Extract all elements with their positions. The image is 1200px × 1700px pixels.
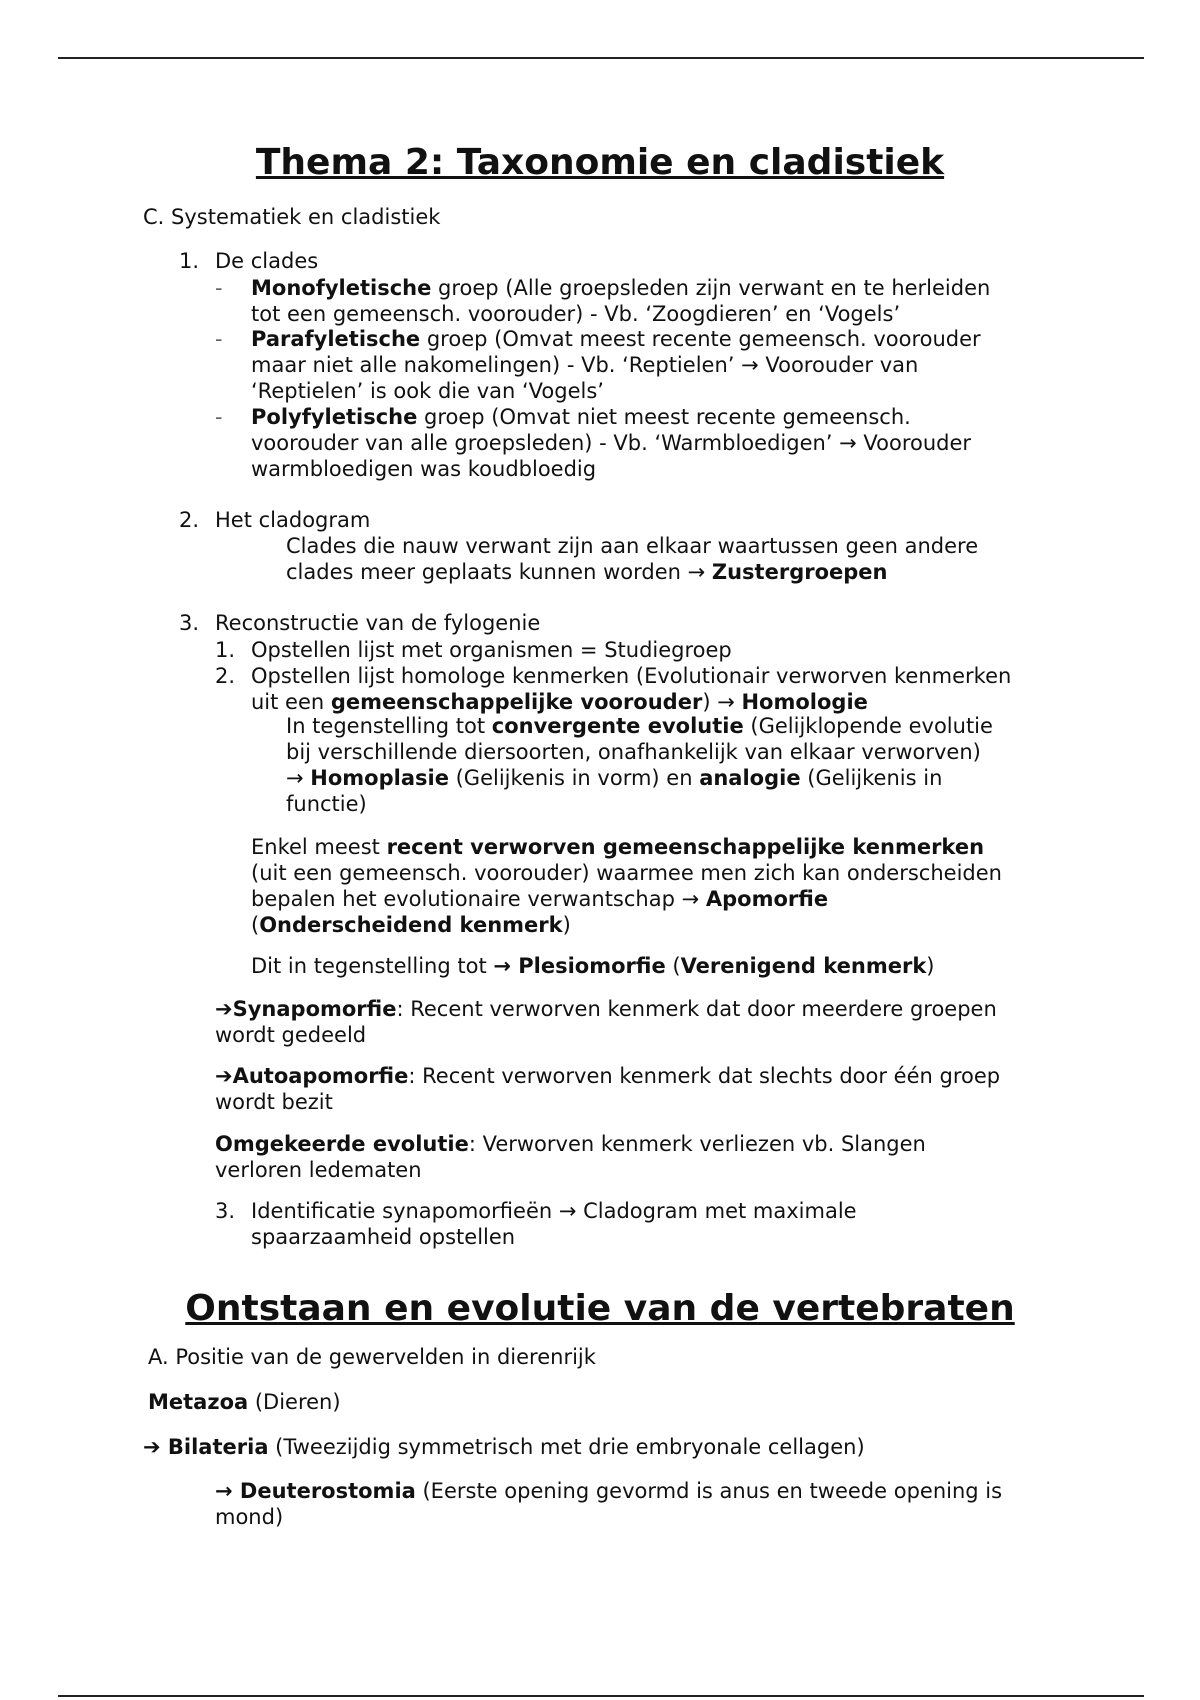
section-c-heading: C. Systematiek en cladistiek: [143, 205, 441, 229]
term-plesiomorfie: → Plesiomorfie: [493, 954, 666, 978]
sub-item-1: 1. Opstellen lijst met organismen = Studiegroep: [215, 638, 732, 662]
term-deuterostomia: → Deuterostomia: [215, 1479, 416, 1503]
list-label: Het cladogram: [215, 508, 371, 532]
list-number: 3.: [215, 1199, 236, 1223]
list-number: 2.: [179, 508, 200, 532]
top-rule: [58, 57, 1144, 59]
list-item-3: [179, 610, 540, 636]
deuterostomia-paragraph: → Deuterostomia (Eerste opening gevormd is anus en tweede opening is mond): [215, 1479, 1003, 1529]
term-omgekeerde-evolutie: Omgekeerde evolutie: [215, 1132, 469, 1156]
term-apomorfie: Apomorfie: [705, 887, 829, 911]
bullet-dash: -: [215, 327, 223, 351]
term-bilateria: ➔ Bilateria: [143, 1435, 269, 1459]
section-heading-vertebraten: Ontstaan en evolutie van de vertebraten: [185, 1288, 1015, 1329]
term-recent-verworven: recent verworven gemeenschappelijke kenmerken: [386, 835, 985, 859]
term-zustergroepen: Zustergroepen: [711, 560, 888, 584]
convergent-evolution-paragraph: In tegenstelling tot convergente evolutie (Gelijklopende evolutie bij verschillende diersoorten, onafhankelijk van elkaar verworven) → Homoplasie (Gelijkenis in vorm) en analogie (Gelijkenis in functie): [286, 714, 993, 816]
sub-item-3: 3. Identificatie synapomorfieën → Cladogram met maximale spaarzaamheid opstellen: [215, 1199, 857, 1249]
bullet-monofyletisch: - Monofyletische groep (Alle groepsleden zijn verwant en te herleiden tot een gemeensch. voorouder) - Vb. ‘Zoogdieren’ en ‘Vogels’: [215, 276, 991, 326]
term-analogie: analogie: [699, 766, 801, 790]
cladogram-text: Clades die nauw verwant zijn aan elkaar waartussen geen andere clades meer geplaats kunnen worden → Zustergroepen: [286, 534, 979, 584]
synapomorfie-paragraph: ➔Synapomorfie: Recent verworven kenmerk dat door meerdere groepen wordt gedeeld: [215, 997, 997, 1047]
autoapomorfie-paragraph: ➔Autoapomorfie: Recent verworven kenmerk dat slechts door één groep wordt bezit: [215, 1064, 1001, 1114]
list-number: 1.: [215, 638, 236, 662]
list-number: 2.: [215, 664, 236, 688]
term-synapomorfie: ➔Synapomorfie: [215, 997, 397, 1021]
bullet-parafyletisch: - Parafyletische groep (Omvat meest recente gemeensch. voorouder maar niet alle nakomelingen) - Vb. ‘Reptielen’ → Voorouder van ‘Reptielen’ is ook die van ‘Vogels’: [215, 327, 981, 403]
term-homologie: Homologie: [741, 690, 868, 714]
section-a-heading: A. Positie van de gewervelden in dierenrijk: [148, 1345, 596, 1369]
bullet-polyfyletisch: - Polyfyletische groep (Omvat niet meest recente gemeensch. voorouder van alle groepsleden) - Vb. ‘Warmbloedigen’ → Voorouder warmbloedigen was koudbloedig: [215, 405, 972, 481]
term-gemeenschappelijke-voorouder: gemeenschappelijke voorouder: [330, 690, 703, 714]
term-convergente-evolutie: convergente evolutie: [491, 714, 744, 738]
bullet-dash: -: [215, 276, 223, 300]
term-metazoa: Metazoa: [148, 1390, 249, 1414]
term-monofyletisch: Monofyletische: [251, 276, 432, 300]
list-number: 1.: [179, 249, 200, 273]
term-parafyletisch: Parafyletische: [251, 327, 421, 351]
sub-item-2: 2. Opstellen lijst homologe kenmerken (Evolutionair verworven kenmerken uit een gemeenschappelijke voorouder) → Homologie: [215, 664, 1012, 714]
page-title: Thema 2: Taxonomie en cladistiek: [255, 142, 945, 183]
apomorfie-paragraph: Enkel meest recent verworven gemeenschappelijke kenmerken (uit een gemeensch. voorouder) waarmee men zich kan onderscheiden bepalen het evolutionaire verwantschap → Apomorfie (Onderscheidend kenmerk): [251, 835, 1002, 937]
term-onderscheidend-kenmerk: Onderscheidend kenmerk: [259, 913, 563, 937]
list-label: Reconstructie van de fylogenie: [215, 611, 541, 635]
metazoa-line: Metazoa (Dieren): [148, 1390, 341, 1414]
term-verenigend-kenmerk: Verenigend kenmerk: [680, 954, 927, 978]
bullet-dash: -: [215, 405, 223, 429]
list-item-1: [179, 248, 318, 274]
bottom-rule: [58, 1695, 1144, 1697]
term-homoplasie: Homoplasie: [310, 766, 449, 790]
term-autoapomorfie: ➔Autoapomorfie: [215, 1064, 409, 1088]
list-number: 3.: [179, 611, 200, 635]
term-polyfyletisch: Polyfyletische: [251, 405, 418, 429]
list-item-2: [179, 507, 370, 533]
omgekeerde-evolutie-paragraph: Omgekeerde evolutie: Verworven kenmerk verliezen vb. Slangen verloren ledematen: [215, 1132, 926, 1182]
plesiomorfie-paragraph: Dit in tegenstelling tot → Plesiomorfie (Verenigend kenmerk): [251, 954, 935, 978]
list-label: De clades: [215, 249, 319, 273]
bilateria-line: ➔ Bilateria (Tweezijdig symmetrisch met drie embryonale cellagen): [143, 1435, 865, 1459]
